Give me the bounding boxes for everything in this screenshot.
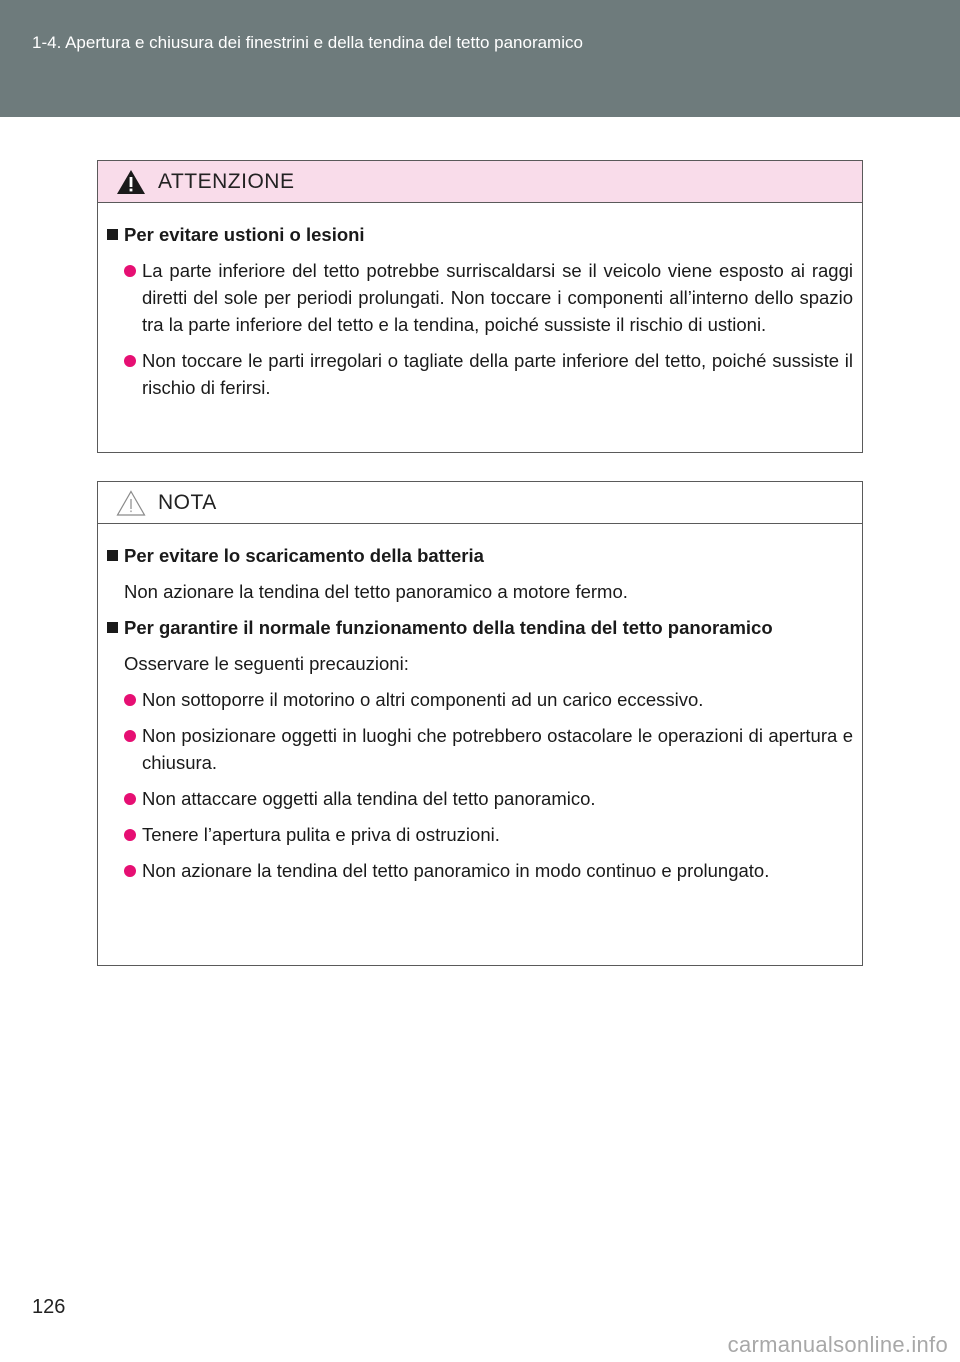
note-box-body <box>98 524 862 884</box>
bullet-dot-icon <box>124 730 136 742</box>
warning-box-body <box>98 203 862 401</box>
list-item: Non toccare le parti irregolari o tagliate della parte inferiore del tetto, poiché sussiste il rischio di ferirsi. <box>107 347 853 401</box>
list-item: Tenere l’apertura pulita e priva di ostruzioni. <box>107 821 853 848</box>
bullet-dot-icon <box>124 355 136 367</box>
paragraph: Non azionare la tendina del tetto panoramico a motore fermo. <box>124 581 628 602</box>
caution-icon <box>116 490 146 516</box>
square-bullet-icon <box>107 622 118 633</box>
bullet-dot-icon <box>124 694 136 706</box>
section-heading: Per evitare lo scaricamento della batteria <box>107 542 853 569</box>
page-number: 126 <box>32 1296 66 1318</box>
chapter-header <box>0 0 960 117</box>
list-item: Non attaccare oggetti alla tendina del tetto panoramico. <box>107 785 853 812</box>
warning-box-header <box>98 161 862 203</box>
square-bullet-icon <box>107 550 118 561</box>
list-item: Non azionare la tendina del tetto panoramico in modo continuo e prolungato. <box>107 857 853 884</box>
bullet-dot-icon <box>124 865 136 877</box>
bullet-dot-icon <box>124 265 136 277</box>
square-bullet-icon <box>107 229 118 240</box>
warning-box-title: ATTENZIONE <box>158 169 295 193</box>
warning-icon <box>116 169 146 195</box>
bullet-dot-icon <box>124 829 136 841</box>
note-box-header <box>98 482 862 524</box>
section-heading: Per evitare ustioni o lesioni <box>107 221 853 248</box>
paragraph: Osservare le seguenti precauzioni: <box>124 653 409 674</box>
list-item: Non sottoporre il motorino o altri componenti ad un carico eccessivo. <box>107 686 853 713</box>
chapter-title: 1-4. Apertura e chiusura dei finestrini e della tendina del tetto panoramico <box>32 33 583 52</box>
list-item: Non posizionare oggetti in luoghi che potrebbero ostacolare le operazioni di apertura e chiusura. <box>107 722 853 776</box>
list-item: La parte inferiore del tetto potrebbe surriscaldarsi se il veicolo viene esposto ai raggi diretti del sole per periodi prolungati. Non toccare i componenti all’interno dello spazio tra la parte inferiore del tetto e la tendina, poiché sussiste il rischio di ustioni. <box>107 257 853 338</box>
warning-box <box>97 160 863 453</box>
note-box-title: NOTA <box>158 490 217 514</box>
watermark: carmanualsonline.info <box>727 1332 948 1357</box>
section-heading: Per garantire il normale funzionamento della tendina del tetto panoramico <box>107 614 853 641</box>
note-box <box>97 481 863 966</box>
bullet-dot-icon <box>124 793 136 805</box>
